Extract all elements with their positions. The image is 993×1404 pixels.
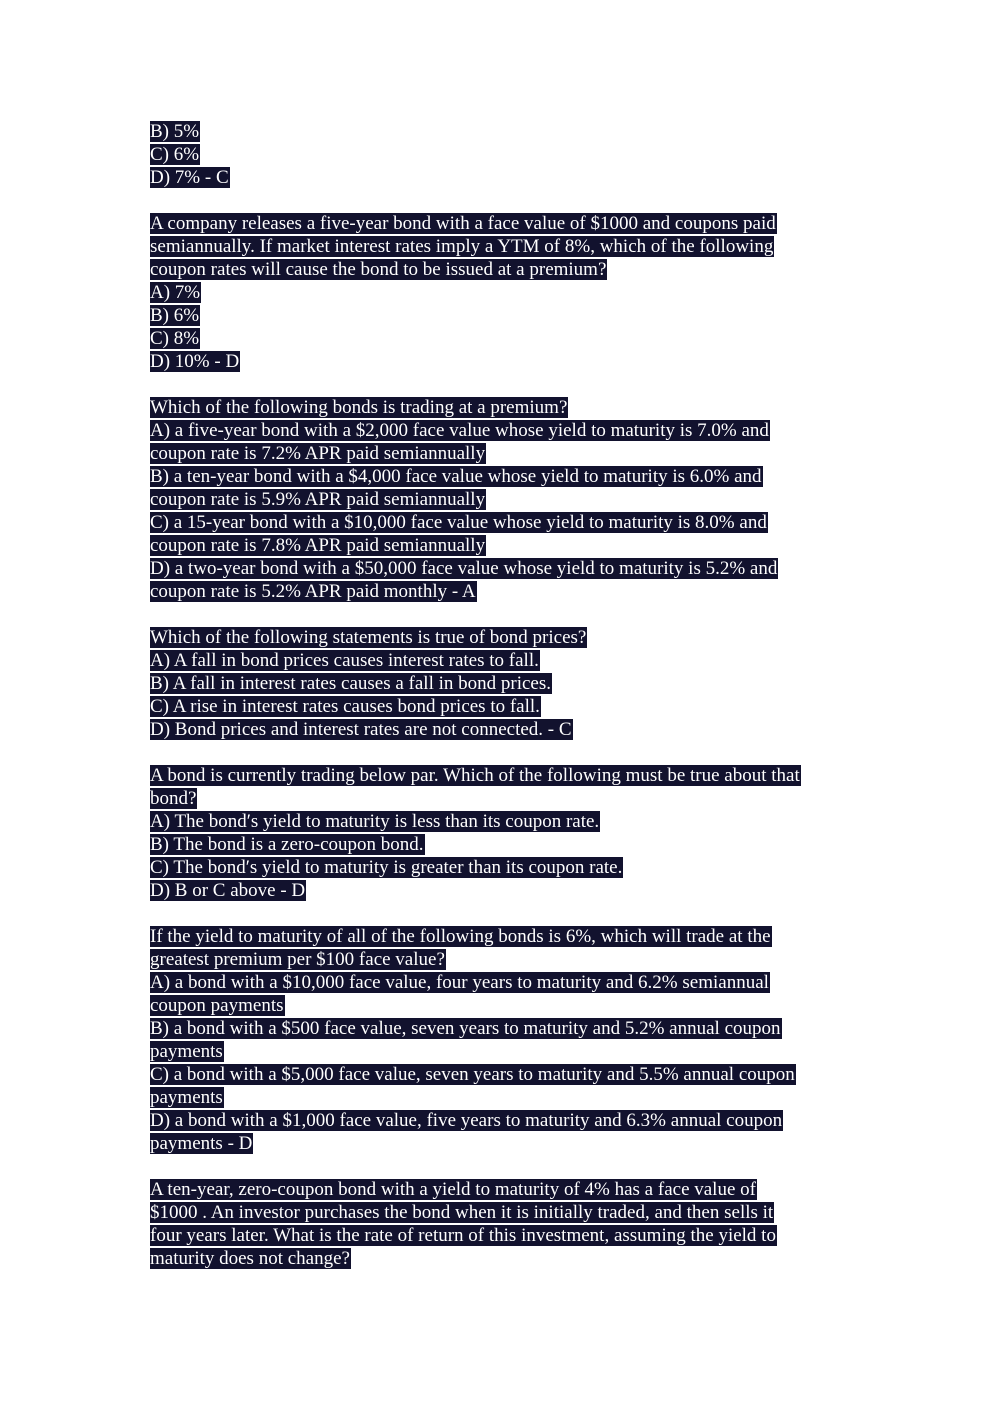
text-line: D) a bond with a $1,000 face value, five years to maturity and 6.3% annual coupon (150, 1110, 783, 1131)
text-line: A) The bond′s yield to maturity is less than its coupon rate. (150, 811, 600, 832)
text-line: B) A fall in interest rates causes a fall in bond prices. (150, 673, 551, 694)
text-line: coupon rate is 7.2% APR paid semiannually (150, 443, 486, 464)
text-line: A) A fall in bond prices causes interest rates to fall. (150, 650, 539, 671)
text-line: payments - D (150, 1133, 253, 1154)
text-line: C) The bond′s yield to maturity is greater than its coupon rate. (150, 857, 623, 878)
text-line: $1000 . An investor purchases the bond when it is initially traded, and then sells it (150, 1202, 774, 1223)
text-line: B) 5% (150, 121, 200, 142)
text-line: A) 7% (150, 282, 201, 303)
text-line: C) a bond with a $5,000 face value, seven years to maturity and 5.5% annual coupon (150, 1064, 795, 1085)
text-line: D) 7% - C (150, 167, 229, 188)
question-trading-premium (150, 396, 850, 603)
text-line: B) a bond with a $500 face value, seven years to maturity and 5.2% annual coupon (150, 1018, 781, 1039)
text-line: Which of the following bonds is trading at a premium? (150, 397, 568, 418)
text-line: A ten-year, zero-coupon bond with a yield to maturity of 4% has a face value of (150, 1179, 756, 1200)
text-line: coupon rates will cause the bond to be issued at a premium? (150, 259, 607, 280)
text-line: C) 8% (150, 328, 200, 349)
text-line: D) 10% - D (150, 351, 240, 372)
text-line: semiannually. If market interest rates imply a YTM of 8%, which of the following (150, 236, 774, 257)
question-below-par (150, 764, 850, 902)
text-line: coupon rate is 5.9% APR paid semiannually (150, 489, 486, 510)
text-line: A bond is currently trading below par. Which of the following must be true about that (150, 765, 800, 786)
answer-options-continuation (150, 120, 850, 189)
question-bond-prices (150, 626, 850, 741)
text-line: A) a five-year bond with a $2,000 face value whose yield to maturity is 7.0% and (150, 420, 769, 441)
text-line: C) a 15-year bond with a $10,000 face value whose yield to maturity is 8.0% and (150, 512, 767, 533)
document-page (150, 120, 850, 1293)
text-line: maturity does not change? (150, 1248, 350, 1269)
text-line: C) 6% (150, 144, 200, 165)
question-zero-coupon-return (150, 1178, 850, 1270)
question-greatest-premium (150, 925, 850, 1155)
text-line: coupon payments (150, 995, 284, 1016)
text-line: C) A rise in interest rates causes bond prices to fall. (150, 696, 540, 717)
text-line: B) a ten-year bond with a $4,000 face value whose yield to maturity is 6.0% and (150, 466, 762, 487)
text-line: A company releases a five-year bond with a face value of $1000 and coupons paid (150, 213, 776, 234)
text-line: coupon rate is 7.8% APR paid semiannually (150, 535, 486, 556)
text-line: D) Bond prices and interest rates are not connected. - C (150, 719, 572, 740)
text-line: Which of the following statements is true of bond prices? (150, 627, 587, 648)
text-line: B) The bond is a zero-coupon bond. (150, 834, 424, 855)
text-line: B) 6% (150, 305, 200, 326)
text-line: payments (150, 1087, 223, 1108)
text-line: payments (150, 1041, 223, 1062)
text-line: A) a bond with a $10,000 face value, four years to maturity and 6.2% semiannual (150, 972, 769, 993)
text-line: D) a two-year bond with a $50,000 face value whose yield to maturity is 5.2% and (150, 558, 778, 579)
text-line: four years later. What is the rate of return of this investment, assuming the yield to (150, 1225, 776, 1246)
question-premium-coupon (150, 212, 850, 373)
text-line: coupon rate is 5.2% APR paid monthly - A (150, 581, 476, 602)
text-line: bond? (150, 788, 197, 809)
text-line: If the yield to maturity of all of the following bonds is 6%, which will trade at the (150, 926, 771, 947)
text-line: D) B or C above - D (150, 880, 306, 901)
text-line: greatest premium per $100 face value? (150, 949, 445, 970)
